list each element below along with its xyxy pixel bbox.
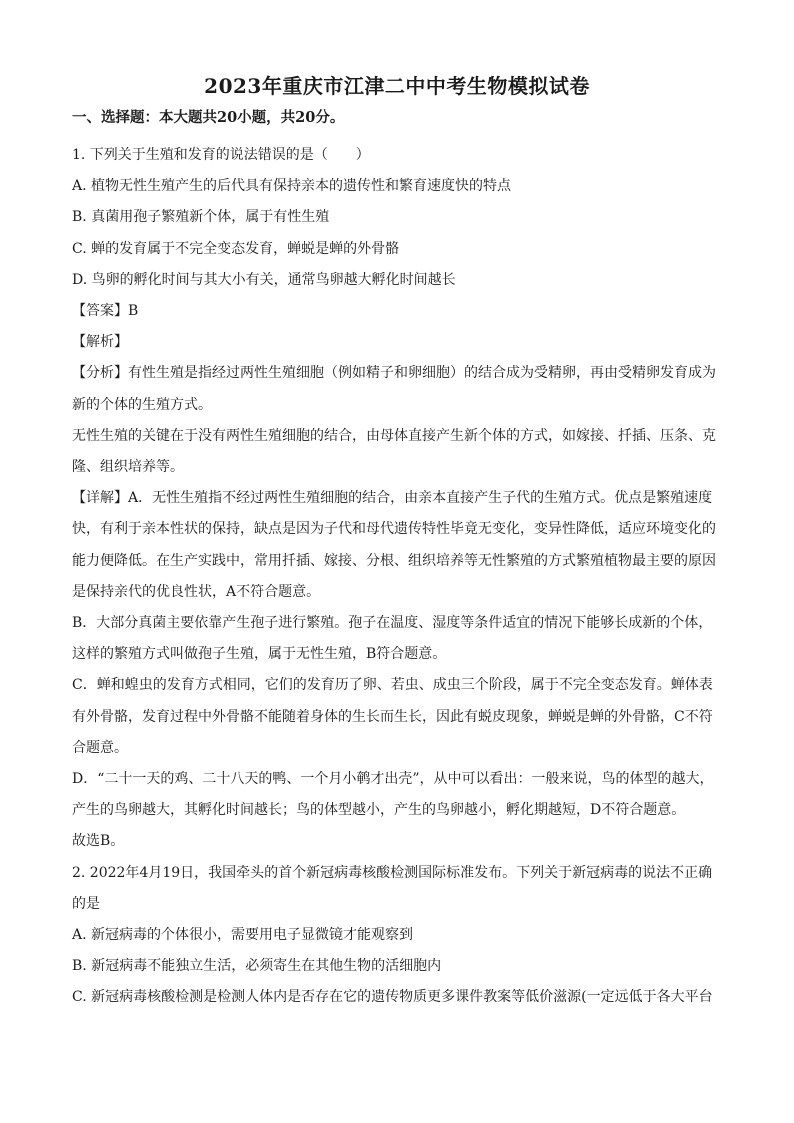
explanation-line: 隆、组织培养等。 [72, 459, 184, 476]
explanation-line: 【详解】A．无性生殖指不经过两性生殖细胞的结合，由亲本直接产生子代的生殖方式。优点是繁殖速度 [72, 490, 713, 507]
explanation-line: C．蝉和蝗虫的发育方式相同，它们的发育历了卵、若虫、成虫三个阶段，属于不完全变态发育。蝉体表 [72, 677, 713, 694]
question-1-option-a: A. 植物无性生殖产生的后代具有保持亲本的遗传性和繁育速度快的特点 [72, 178, 512, 195]
explanation-line: 能力便降低。在生产实践中，常用扦插、嫁接、分根、组织培养等无性繁殖的方式繁殖植物最主要的原因 [72, 552, 716, 569]
explanation-line: 这样的繁殖方式叫做孢子生殖，属于无性生殖，B符合题意。 [72, 646, 447, 663]
question-2-stem: 2. 2022年4月19日，我国牵头的首个新冠病毒核酸检测国际标准发布。下列关于新冠病毒的说法不正确 [72, 864, 713, 881]
question-2-option-b: B. 新冠病毒不能独立生活，必须寄生在其他生物的活细胞内 [72, 958, 442, 975]
explanation-line: B．大部分真菌主要依靠产生孢子进行繁殖。孢子在温度、湿度等条件适宜的情况下能够长成新的个体， [72, 615, 713, 632]
question-2-stem: 的是 [72, 895, 100, 912]
explanation-line: 无性生殖的关键在于没有两性生殖细胞的结合，由母体直接产生新个体的方式，如嫁接、扦插、压条、克 [72, 427, 716, 444]
section-heading: 一、选择题：本大题共20小题，共20分。 [72, 109, 345, 126]
question-1-option-d: D. 鸟卵的孵化时间与其大小有关，通常鸟卵越大孵化时间越长 [72, 271, 456, 288]
question-2-option-c: C. 新冠病毒核酸检测是检测人体内是否存在它的遗传物质更多课件教案等低价滋源(一定远低于各大平台 [72, 989, 713, 1006]
explanation-line: D．“二十一天的鸡、二十八天的鸭、一个月小鹌才出壳”，从中可以看出：一般来说，鸟的体型的越大， [72, 771, 714, 788]
explanation-line: 【分析】有性生殖是指经过两性生殖细胞（例如精子和卵细胞）的结合成为受精卵，再由受精卵发育成为 [72, 365, 716, 382]
question-1-stem: 1. 下列关于生殖和发育的说法错误的是（ ） [72, 147, 370, 163]
explanation-line: 是保持亲代的优良性状，A不符合题意。 [72, 583, 321, 600]
answer-label: 【答案】B [72, 303, 139, 320]
explanation-line: 快，有利于亲本性状的保持，缺点是因为子代和母代遗传特性毕竟无变化，变异性降低，适应环境变化的 [72, 521, 716, 538]
question-body [72, 140, 722, 1014]
question-1-option-c: C. 蝉的发育属于不完全变态发育，蝉蜕是蝉的外骨骼 [72, 240, 400, 257]
question-2-option-a: A. 新冠病毒的个体很小，需要用电子显微镜才能观察到 [72, 927, 414, 944]
document-title: 2023年重庆市江津二中中考生物模拟试卷 [204, 74, 590, 98]
explanation-line: 故选B。 [72, 833, 125, 850]
explanation-line: 合题意。 [72, 739, 128, 756]
explanation-line: 有外骨骼，发育过程中外骨骼不能随着身体的生长而生长，因此有蜕皮现象，蝉蜕是蝉的外骨骼，C不符 [72, 708, 713, 725]
analysis-label: 【解析】 [72, 334, 128, 351]
explanation-line: 新的个体的生殖方式。 [72, 396, 212, 413]
question-1-option-b: B. 真菌用孢子繁殖新个体，属于有性生殖 [72, 209, 330, 226]
explanation-line: 产生的鸟卵越大，其孵化时间越长；鸟的体型越小，产生的鸟卵越小，孵化期越短，D不符合题意。 [72, 802, 686, 819]
